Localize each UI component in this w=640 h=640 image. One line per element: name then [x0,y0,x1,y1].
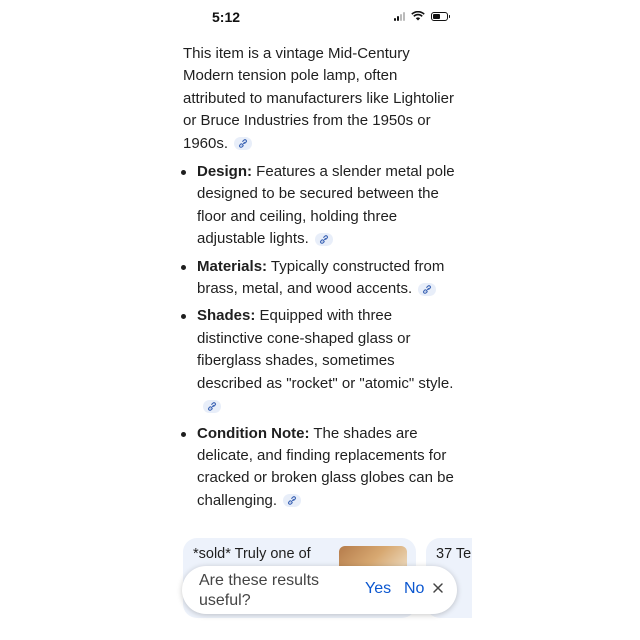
status-time: 5:12 [212,9,241,25]
list-item [183,423,458,513]
list-item-text: The shades are delicate, and finding replacements for cracked or broken glass globes can be challenging. [197,424,454,509]
feedback-no-button[interactable]: No [404,580,425,597]
list-item-term: Condition Note: [197,424,310,442]
source-link-chip[interactable] [203,400,221,413]
list-item [183,161,458,251]
intro-text: This item is a vintage Mid-Century Modern tension pole lamp, often attributed to manufacturers like Lightolier or Bruce Industries from the 1950s or 1960s. [183,45,454,152]
feedback-prompt [182,566,457,614]
phone-screen [168,0,472,640]
link-icon [238,139,248,148]
source-link-chip[interactable] [283,494,301,507]
status-bar [168,8,472,28]
list-item [183,305,458,417]
link-icon [422,285,432,294]
ai-overview-content [183,43,458,517]
link-icon [287,496,297,505]
bullet-dot [181,432,186,437]
link-icon [207,402,217,411]
list-item-text: Typically constructed from brass, metal, and wood accents. [197,257,445,298]
bullet-dot [181,314,186,319]
intro-paragraph [183,43,458,155]
status-icons [394,11,448,21]
source-link-chip[interactable] [418,283,436,296]
list-item-term: Materials: [197,257,268,275]
details-list [183,161,458,512]
result-card-title: 37 Te [436,546,472,562]
result-card-title: *sold* Truly one of [193,546,311,562]
close-icon[interactable] [432,582,444,594]
wifi-icon [411,11,425,21]
battery-icon [431,12,448,21]
feedback-yes-button[interactable]: Yes [365,580,392,597]
bullet-dot [181,265,186,270]
bullet-dot [181,170,186,175]
cellular-signal-icon [394,11,405,21]
feedback-question: Are these results useful? [199,572,320,609]
source-link-chip[interactable] [315,233,333,246]
list-item [183,256,458,301]
link-icon [319,235,329,244]
list-item-text: Equipped with three distinctive cone-shaped glass or fiberglass shades, sometimes described as "rocket" or "atomic" style. [197,307,454,392]
source-link-chip[interactable] [234,137,252,150]
list-item-term: Design: [197,163,253,181]
list-item-term: Shades: [197,307,256,325]
list-item-text: Features a slender metal pole designed to be secured between the floor and ceiling, holding three adjustable lights. [197,163,455,248]
